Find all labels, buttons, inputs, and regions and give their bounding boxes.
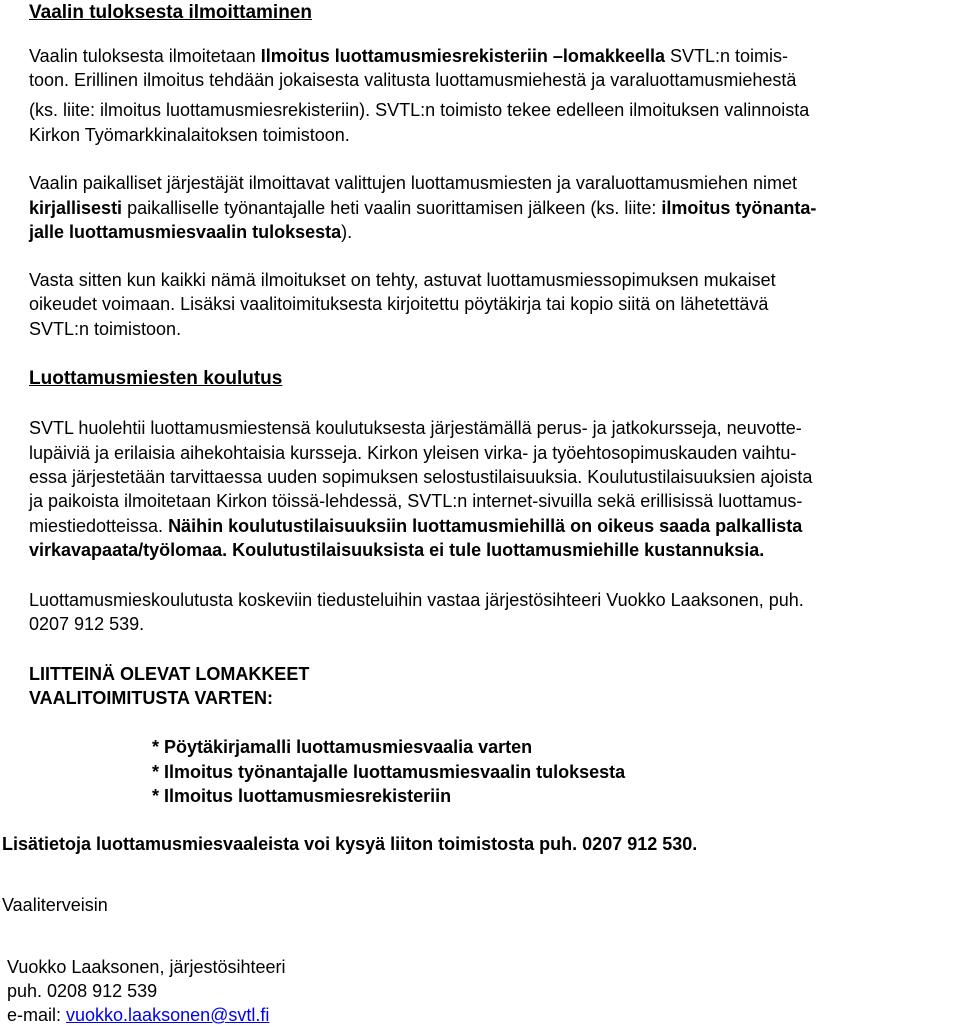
paragraph-line: Vaalin paikalliset järjestäjät ilmoittavat valittujen luottamusmiesten ja varaluottamusmiehen nimet xyxy=(29,173,798,193)
attachments-title: VAALITOIMITUSTA VARTEN: xyxy=(29,688,273,708)
paragraph-line: Vasta sitten kun kaikki nämä ilmoitukset on tehty, astuvat luottamusmiessopimuksen mukaiset xyxy=(29,270,776,290)
signature-name: Vuokko Laaksonen, järjestösihteeri xyxy=(7,957,286,977)
bold-span: Näihin koulutustilaisuuksiin luottamusmiehillä on oikeus saada palkallista xyxy=(168,516,803,536)
paragraph-line: SVTL huolehtii luottamusmiestensä koulutuksesta järjestämällä perus- ja jatkokursseja, neuvotte- xyxy=(29,418,802,438)
email-label: e-mail: xyxy=(7,1005,67,1025)
attachment-item: * Ilmoitus luottamusmiesrekisteriin xyxy=(152,786,452,806)
text-span: paikalliselle työnantajalle heti vaalin suorittamisen jälkeen (ks. liite: xyxy=(122,198,662,218)
paragraph-line: 0207 912 539. xyxy=(29,614,145,634)
paragraph-line xyxy=(29,44,788,68)
bold-span: ilmoitus työnanta- xyxy=(661,198,817,218)
paragraph-line: SVTL:n toimistoon. xyxy=(29,319,182,339)
bold-span: kirjallisesti xyxy=(29,198,123,218)
contact-info-line: Lisätietoja luottamusmiesvaaleista voi kysyä liiton toimistosta puh. 0207 912 530. xyxy=(2,834,698,854)
paragraph-line: Luottamusmieskoulutusta koskeviin tiedusteluihin vastaa järjestösihteeri Vuokko Laaksonen, puh. xyxy=(29,590,804,610)
attachment-item: * Ilmoitus työnantajalle luottamusmiesvaalin tuloksesta xyxy=(152,762,626,782)
form-name-bold: Ilmoitus luottamusmiesrekisteriin –lomakkeella xyxy=(260,46,665,66)
paragraph-line: Kirkon Työmarkkinalaitoksen toimistoon. xyxy=(29,125,350,145)
text-span: Vaalin tuloksesta ilmoitetaan xyxy=(29,46,261,66)
paragraph-line xyxy=(29,196,816,220)
attachments-title: LIITTEINÄ OLEVAT LOMAKKEET xyxy=(29,664,310,684)
paragraph-line: oikeudet voimaan. Lisäksi vaalitoimituksesta kirjoitettu pöytäkirja tai kopio siitä on lähetettävä xyxy=(29,294,769,314)
text-span: miestiedotteissa. xyxy=(29,516,169,536)
paragraph-line: essa järjestetään tarvittaessa uuden sopimuksen selostustilaisuuksia. Koulutustilaisuuksien ajoista xyxy=(29,467,813,487)
bold-span: jalle luottamusmiesvaalin tuloksesta xyxy=(29,222,342,242)
paragraph-line xyxy=(29,514,802,538)
paragraph-line: lupäiviä ja erilaisia aihekohtaisia kursseja. Kirkon yleisen virka- ja työehtosopimuskauden vaihtu- xyxy=(29,443,797,463)
section-heading-koulutus: Luottamusmiesten koulutus xyxy=(29,368,283,389)
paragraph-line: toon. Erillinen ilmoitus tehdään jokaisesta valitusta luottamusmiehestä ja varaluottamusmiehestä xyxy=(29,70,797,90)
attachment-item: * Pöytäkirjamalli luottamusmiesvaalia varten xyxy=(152,737,533,757)
signature-phone: puh. 0208 912 539 xyxy=(7,981,158,1001)
greeting: Vaaliterveisin xyxy=(2,895,108,915)
signature-email xyxy=(7,1003,269,1027)
paragraph-line: virkavapaata/työlomaa. Koulutustilaisuuksista ei tule luottamusmiehille kustannuksia. xyxy=(29,540,765,560)
section-heading-vaalin-tuloksesta: Vaalin tuloksesta ilmoittaminen xyxy=(29,2,312,23)
paragraph-line: ja paikoista ilmoitetaan Kirkon töissä-lehdessä, SVTL:n internet-sivuilla sekä erillisissä luottamus- xyxy=(29,491,803,511)
text-span: ). xyxy=(341,222,353,242)
email-link[interactable]: vuokko.laaksonen@svtl.fi xyxy=(66,1005,270,1025)
text-span: SVTL:n toimis- xyxy=(664,46,788,66)
paragraph-line: (ks. liite: ilmoitus luottamusmiesrekisteriin). SVTL:n toimisto tekee edelleen ilmoituksen valinnoista xyxy=(29,100,810,120)
paragraph-line xyxy=(29,220,352,244)
